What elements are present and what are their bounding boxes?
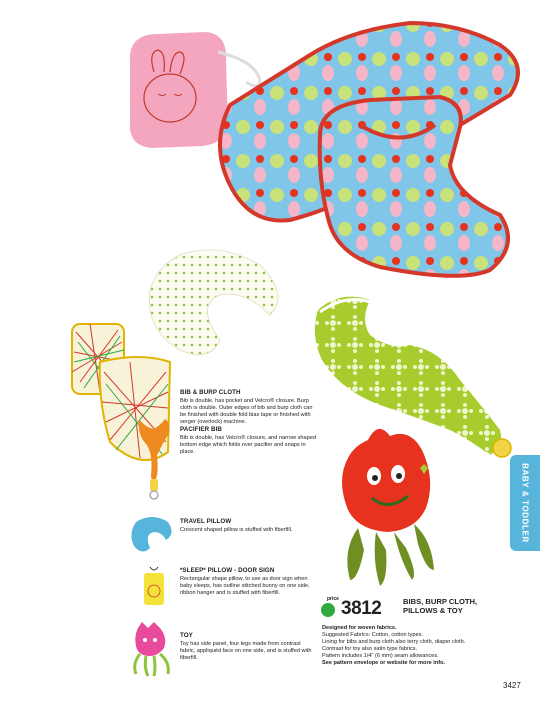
description-title: PACIFIER BIB (180, 426, 222, 433)
fabric-notes-line: Contrast for toy also satin type fabrics. (322, 646, 418, 652)
price-code-dot (321, 603, 335, 617)
description-title: *SLEEP* PILLOW - DOOR SIGN (180, 567, 275, 574)
sleep-pillow-sketch (142, 565, 166, 607)
category-tab-label: BABY & TODDLER (520, 463, 530, 543)
travel-pillow-sketch (128, 512, 176, 556)
page-number: 3427 (503, 681, 521, 690)
description-title: BIB & BURP CLOTH (180, 389, 241, 396)
category-tab[interactable] (510, 455, 540, 551)
fabric-notes-line: Pattern includes 1/4" (6 mm) seam allowances. (322, 653, 439, 659)
pattern-title (403, 597, 477, 615)
fabric-notes-line: Lining for bibs and burp cloth also terry cloth, diaper cloth. (322, 639, 466, 645)
description-text: Bib is double, has Velcro® closure, and narrow shaped bottom edge which folds over pacifier and snaps in place. (180, 435, 316, 456)
pacifier-bib-sketch (133, 415, 173, 505)
description-travel-pillow (180, 518, 320, 534)
toy-photo (328, 420, 438, 590)
description-title: TOY (180, 632, 193, 639)
price-label: price (327, 596, 339, 602)
fabric-notes-footer: See pattern envelope or website for more info. (322, 660, 446, 666)
description-bib-burp-cloth (180, 389, 320, 426)
description-text: Rectangular shape pillow, to use as door sign when baby sleeps, has outline stitched bunny on one side, ribbon hanger and is stuffed with fiberfill. (180, 576, 310, 597)
description-title: TRAVEL PILLOW (180, 518, 232, 525)
description-pacifier-bib (180, 426, 316, 456)
fabric-notes-line: Suggested Fabrics: Cotton, cotton types. (322, 632, 424, 638)
fabric-notes (322, 625, 522, 667)
fabric-notes-heading: Designed for woven fabrics. (322, 625, 397, 631)
description-text: Bib is double, has pocket and Velcro® closure. Burp cloth is double. Outer edges of bib and burp cloth can be finished with double fold bias tape or finished with serger (overlock) machine. (180, 398, 313, 426)
description-text: Toy has side panel, four legs made from contrast fabric, appliquéd face on one side, and is stuffed with fiberfill. (180, 641, 312, 662)
description-sleep-pillow (180, 567, 316, 597)
toy-sketch (128, 620, 174, 680)
pattern-number: 3812 (341, 598, 382, 619)
description-text: Crescent shaped pillow is stuffed with fiberfill. (180, 527, 293, 533)
pattern-title-line: BIBS, BURP CLOTH, (403, 597, 478, 606)
description-toy (180, 632, 316, 662)
pattern-title-line: PILLOWS & TOY (403, 606, 463, 615)
